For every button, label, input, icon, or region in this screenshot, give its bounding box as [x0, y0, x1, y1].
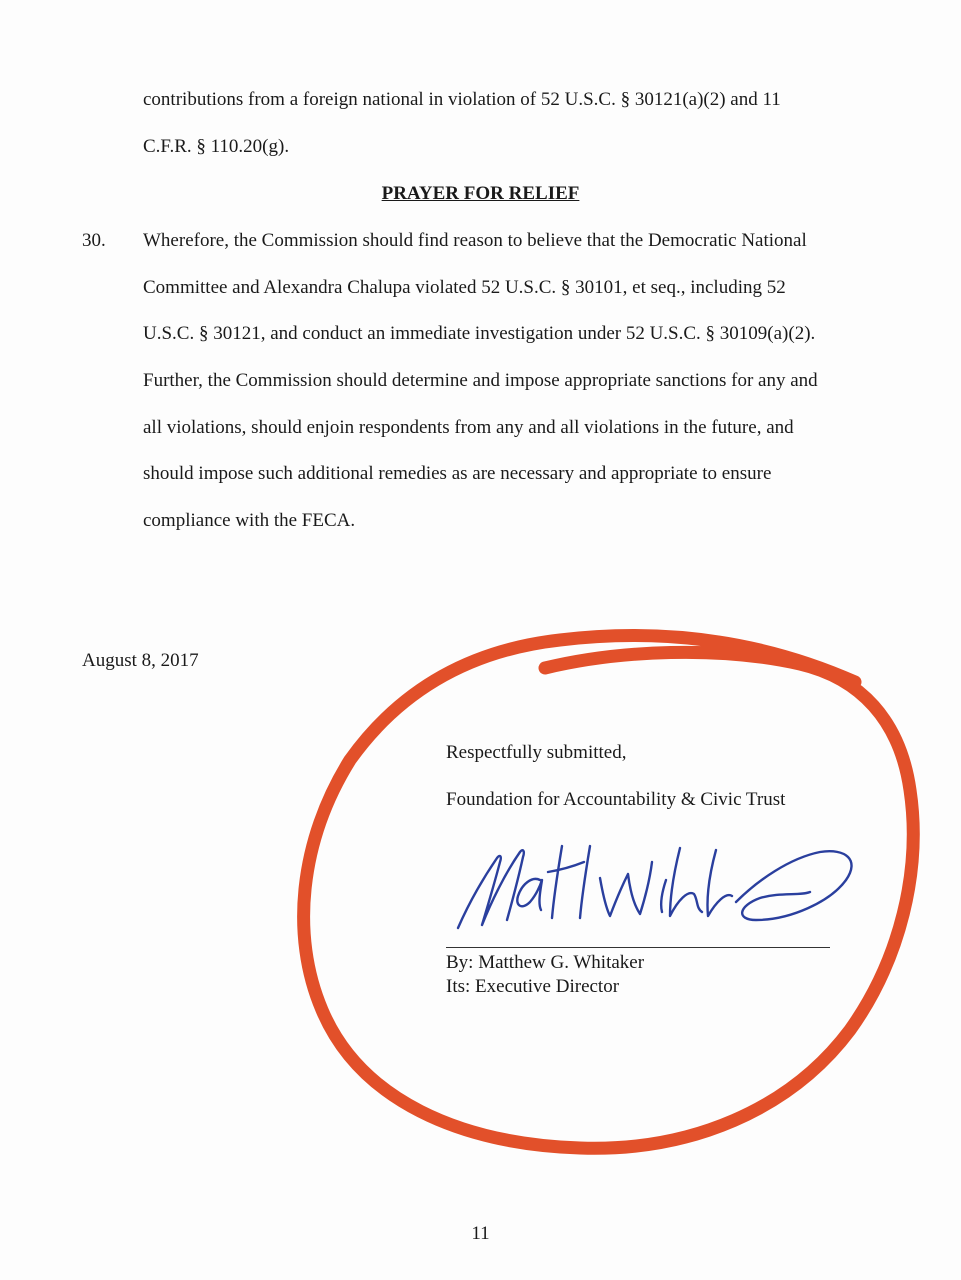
signer-name: By: Matthew G. Whitaker	[446, 952, 645, 973]
closing-text: Respectfully submitted,	[446, 742, 627, 763]
continuation-line-1: contributions from a foreign national in violation of 52 U.S.C. § 30121(a)(2) and 11	[143, 89, 781, 110]
continuation-line-2: C.F.R. § 110.20(g).	[143, 136, 290, 157]
paragraph-line: U.S.C. § 30121, and conduct an immediate investigation under 52 U.S.C. § 30109(a)(2).	[143, 323, 816, 344]
signature-line	[446, 947, 830, 948]
paragraph-line: should impose such additional remedies as are necessary and appropriate to ensure	[143, 463, 772, 484]
paragraph-line: all violations, should enjoin respondents from any and all violations in the future, and	[143, 417, 794, 438]
section-heading: PRAYER FOR RELIEF	[381, 183, 580, 204]
signer-title: Its: Executive Director	[446, 976, 620, 997]
paragraph-line: Further, the Commission should determine and impose appropriate sanctions for any and	[143, 370, 818, 391]
paragraph-line: compliance with the FECA.	[143, 510, 356, 531]
organization-name: Foundation for Accountability & Civic Trust	[446, 789, 786, 810]
paragraph-line: Wherefore, the Commission should find reason to believe that the Democratic National	[143, 230, 807, 251]
paragraph-line: Committee and Alexandra Chalupa violated 52 U.S.C. § 30101, et seq., including 52	[143, 277, 786, 298]
page-number: 11	[471, 1223, 490, 1244]
paragraph-number: 30.	[82, 230, 106, 251]
document-date: August 8, 2017	[82, 650, 199, 671]
